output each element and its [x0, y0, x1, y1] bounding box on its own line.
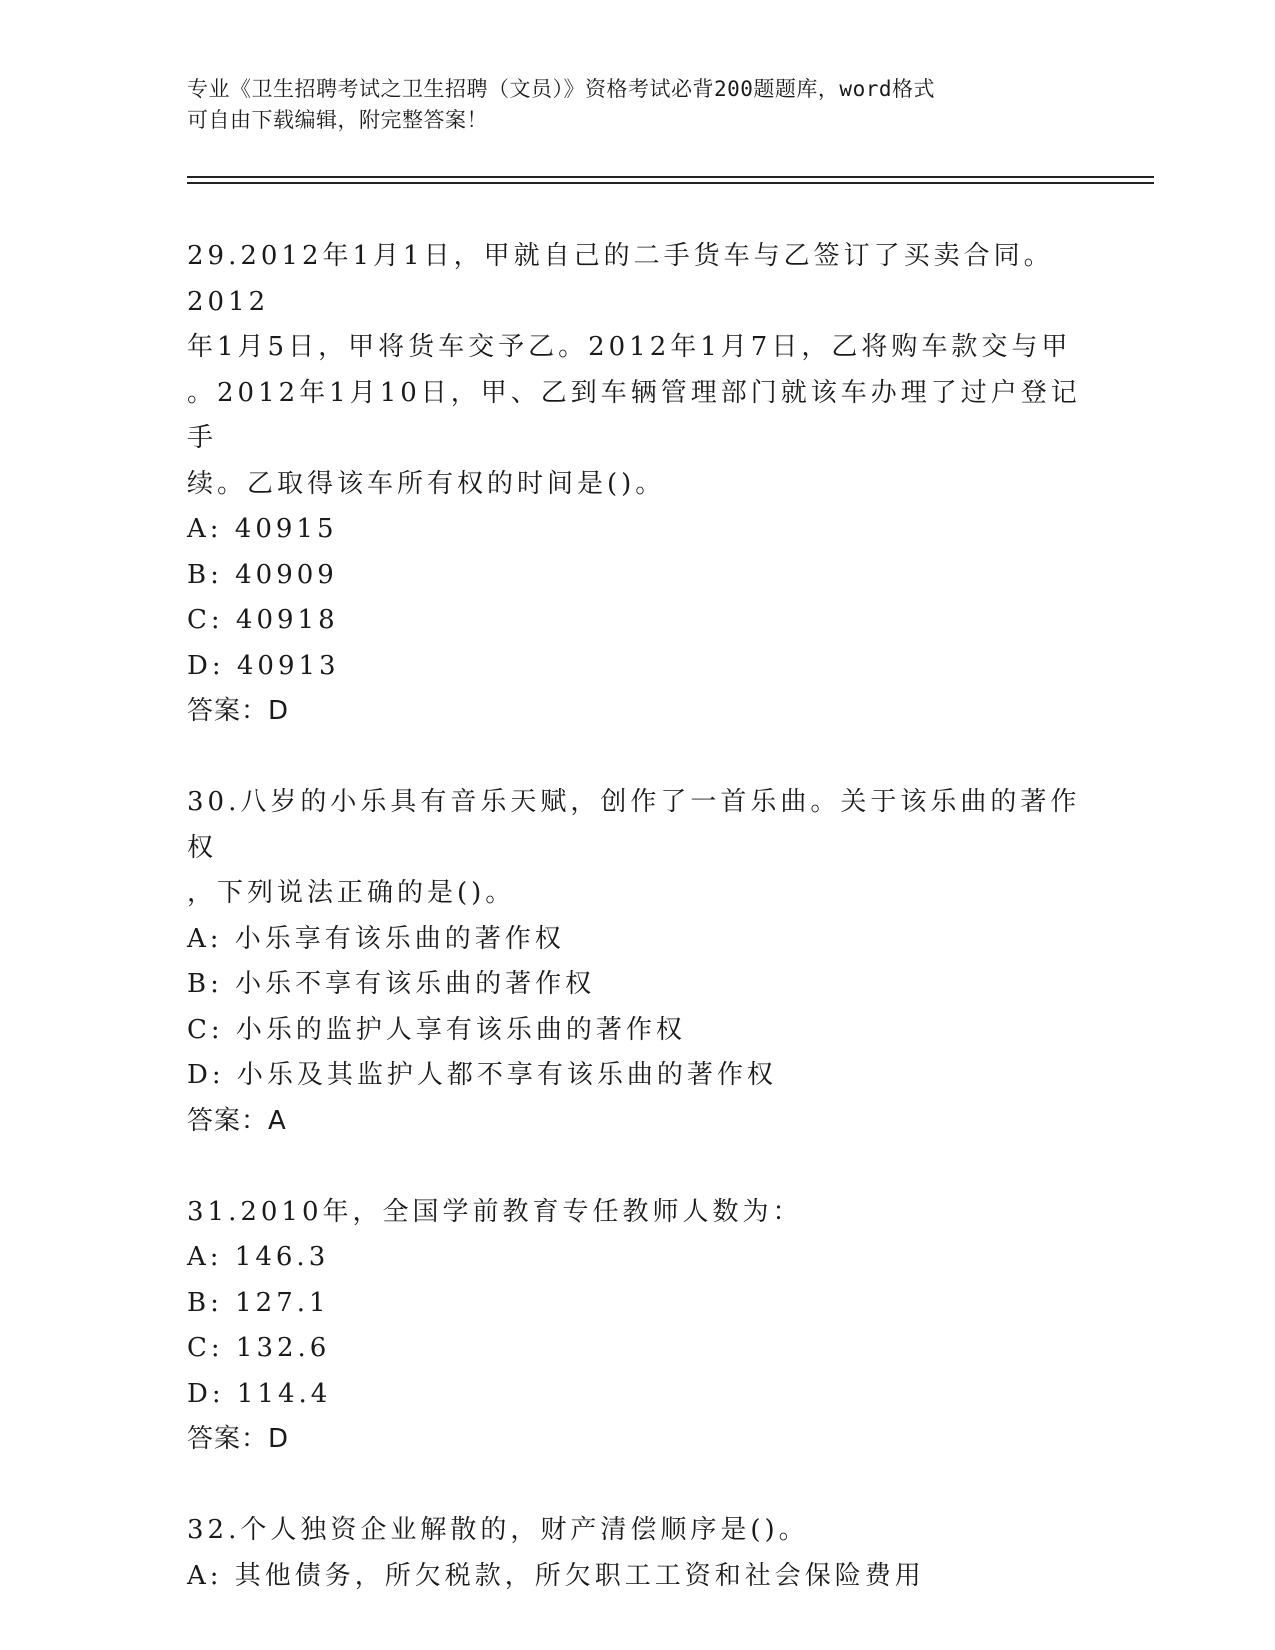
answer-line: 答案：A [187, 1105, 287, 1136]
header-line-1: 专业《卫生招聘考试之卫生招聘（文员）》资格考试必背200题题库，word格式 [187, 77, 935, 101]
header-divider-bottom [187, 182, 1154, 184]
spacer [187, 1463, 1087, 1509]
stem-line: 30.八岁的小乐具有音乐天赋，创作了一首乐曲。关于该乐曲的著作权 [187, 787, 1081, 863]
question-stem [187, 1508, 1087, 1554]
option-b: B: 127.1 [187, 1287, 330, 1318]
question-stem [187, 1190, 1087, 1236]
header-line-2: 可自由下载编辑，附完整答案！ [187, 108, 488, 132]
stem-line: 。2012年1月10日，甲、乙到车辆管理部门就该车办理了过户登记手 [187, 377, 1081, 453]
option-c: C: 132.6 [187, 1333, 331, 1363]
answer-line: 答案：D [187, 1424, 290, 1454]
stem-line: 续。乙取得该车所有权的时间是()。 [187, 468, 666, 499]
option-d: D: 40913 [187, 650, 340, 681]
option-a: A: 40915 [187, 514, 338, 544]
answer-line: 答案：D [187, 696, 290, 726]
question-32 [187, 1508, 1087, 1599]
question-stem [187, 780, 1087, 917]
stem-line: 31.2010年，全国学前教育专任教师人数为： [187, 1196, 803, 1227]
spacer [187, 735, 1087, 781]
question-31 [187, 1190, 1087, 1463]
option-b: B: 40909 [187, 559, 338, 590]
option-a: A: 146.3 [187, 1242, 330, 1272]
stem-line: 32.个人独资企业解散的，财产清偿顺序是()。 [187, 1515, 809, 1545]
question-list [187, 234, 1087, 1599]
question-stem [187, 234, 1087, 507]
option-c: C: 小乐的监护人享有该乐曲的著作权 [187, 1014, 686, 1045]
option-a: A: 其他债务，所欠税款，所欠职工工资和社会保险费用 [187, 1560, 925, 1591]
header-divider-top [187, 176, 1154, 178]
question-29 [187, 234, 1087, 735]
question-30 [187, 780, 1087, 1144]
option-d: D: 114.4 [187, 1378, 332, 1409]
spacer [187, 1144, 1087, 1190]
option-c: C: 40918 [187, 605, 339, 635]
option-a: A: 小乐享有该乐曲的著作权 [187, 923, 565, 954]
stem-line: 29.2012年1月1日，甲就自己的二手货车与乙签订了买卖合同。2012 [187, 241, 1054, 317]
stem-line: 年1月5日，甲将货车交予乙。2012年1月7日，乙将购车款交与甲 [187, 332, 1072, 362]
stem-line: ，下列说法正确的是()。 [187, 878, 516, 908]
option-d: D: 小乐及其监护人都不享有该乐曲的著作权 [187, 1060, 777, 1090]
document-header [187, 74, 1087, 136]
option-b: B: 小乐不享有该乐曲的著作权 [187, 969, 596, 999]
